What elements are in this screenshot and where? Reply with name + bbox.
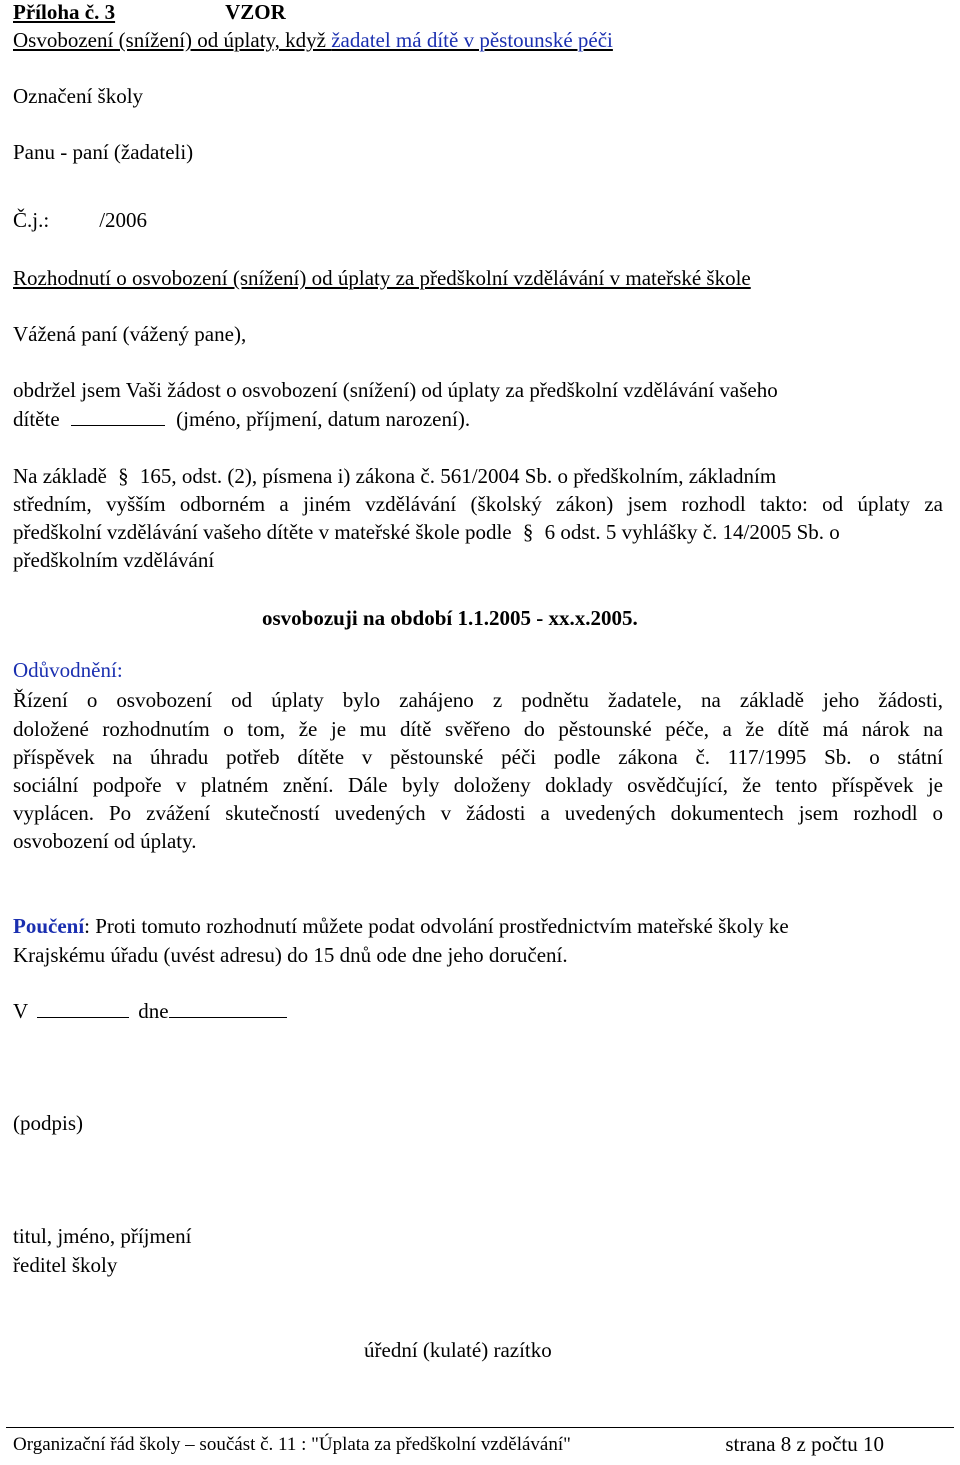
signature-placeholder: (podpis) bbox=[13, 1111, 83, 1135]
school-designation: Označení školy bbox=[13, 84, 144, 108]
intro-line-2: dítěte (jméno, příjmení, datum narození). bbox=[13, 407, 471, 431]
basis-line-3: předškolní vzdělávání vašeho dítěte v mateřské škole podle § 6 odst. 5 vyhlášky č. 14/2005 Sb. o bbox=[13, 520, 840, 544]
document-title: Osvobození (snížení) od úplaty, když žadatel má dítě v pěstounské péči bbox=[13, 28, 613, 52]
signatory-name: titul, jméno, příjmení bbox=[13, 1224, 192, 1248]
justification-line: příspěvek na úhradu potřeb dítěte v pěstounské péči podle zákona č. 117/1995 Sb. o státní bbox=[13, 745, 943, 769]
instruction-line-1: Poučení: Proti tomuto rozhodnutí můžete podat odvolání prostřednictvím mateřské školy ke bbox=[13, 914, 789, 938]
recipient-line: Panu - paní (žadateli) bbox=[13, 140, 194, 164]
attachment-label: Příloha č. 3 bbox=[13, 0, 116, 24]
basis-line-1: Na základě § 165, odst. (2), písmena i) zákona č. 561/2004 Sb. o předškolním, základním bbox=[13, 464, 777, 488]
justification-last-line: osvobození od úplaty. bbox=[13, 829, 197, 853]
basis-line-2: středním, vyšším odborném a jiném vzdělávání (školský zákon) jsem rozhodl takto: od úplaty za bbox=[13, 492, 943, 516]
justification-line: vyplácen. Po zvážení skutečností uvedených v žádosti a uvedených dokumentech jsem rozhodl o bbox=[13, 801, 943, 825]
stamp-placeholder: úřední (kulaté) razítko bbox=[364, 1338, 552, 1362]
signatory-role: ředitel školy bbox=[13, 1253, 118, 1277]
template-label: VZOR bbox=[225, 0, 286, 24]
decision-heading: Rozhodnutí o osvobození (snížení) od úplaty za předškolní vzdělávání v mateřské škole bbox=[13, 266, 751, 290]
place-date-line: V dne bbox=[13, 997, 287, 1025]
paragraph-icon: § bbox=[522, 520, 534, 544]
attachment-header bbox=[13, 0, 286, 26]
salutation: Vážená paní (vážený pane), bbox=[13, 322, 247, 346]
reference-number: Č.j.: /2006 bbox=[13, 208, 148, 232]
footer-page-number: strana 8 z počtu 10 bbox=[725, 1432, 884, 1456]
justification-line: Řízení o osvobození od úplaty bylo zahájeno z podnětu žadatele, na základě jeho žádosti, bbox=[13, 688, 943, 712]
justification-line: doložené rozhodnutím o tom, že je mu dítě svěřeno do pěstounské péče, a že dítě má nárok na bbox=[13, 717, 943, 741]
verdict: osvobozuji na období 1.1.2005 - xx.x.2005. bbox=[262, 606, 638, 630]
page-footer bbox=[6, 1427, 954, 1462]
child-blank-field bbox=[71, 407, 165, 426]
paragraph-icon: § bbox=[118, 464, 129, 488]
instruction-label: Poučení bbox=[13, 914, 85, 938]
footer-document-name: Organizační řád školy – součást č. 11 : "Úplata za předškolní vzdělávání" bbox=[13, 1434, 571, 1455]
justification-heading: Odůvodnění: bbox=[13, 658, 123, 682]
justification-line: sociální podpoře v platném znění. Dále byly doloženy doklady osvědčující, že tento příspěvek je bbox=[13, 773, 943, 797]
place-blank-field bbox=[37, 999, 129, 1018]
intro-line-1: obdržel jsem Vaši žádost o osvobození (snížení) od úplaty za předškolní vzdělávání vašeho bbox=[13, 378, 778, 402]
basis-line-4: předškolním vzdělávání bbox=[13, 548, 215, 572]
date-blank-field bbox=[169, 999, 287, 1018]
instruction-line-2: Krajskému úřadu (uvést adresu) do 15 dnů ode dne jeho doručení. bbox=[13, 943, 568, 967]
